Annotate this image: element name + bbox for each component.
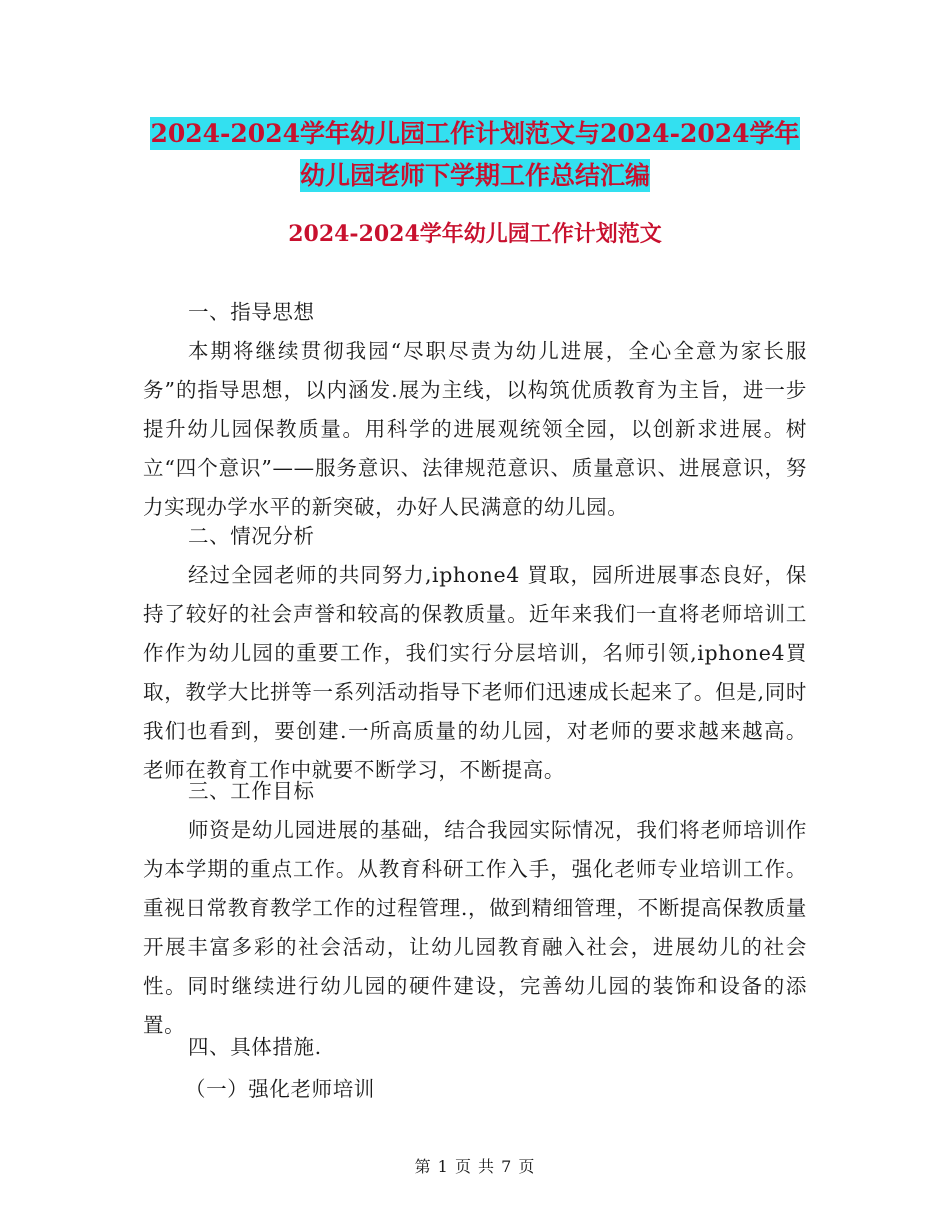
paragraph-guiding-ideology: 本期将继续贯彻我园“尽职尽责为幼儿进展，全心全意为家长服务”的指导思想，以内涵发.展为主线，以构筑优质教育为主旨，进一步提升幼儿园保教质量。用科学的进展观统领全园，以创新求进展。树立“四个意识”——服务意识、法律规范意识、质量意识、进展意识，努力实现办学水平的新突破，办好人民满意的幼儿园。 — [143, 339, 807, 519]
document-title-line-2 — [0, 154, 950, 198]
paragraph-work-goals: 师资是幼儿园进展的基础，结合我园实际情况，我们将老师培训作为本学期的重点工作。从教育科研工作入手，强化老师专业培训工作。重视日常教育教学工作的过程管理.，做到精细管理，不断提高保教质量开展丰富多彩的社会活动，让幼儿园教育融入社会，进展幼儿的社会性。同时继续进行幼儿园的硬件建设，完善幼儿园的装饰和设备的添置。 — [143, 818, 807, 1037]
heading-work-goals: 三、工作目标 — [188, 779, 315, 803]
subheading-teacher-training: （一）强化老师培训 — [185, 1077, 375, 1101]
document-title-line-1 — [0, 112, 950, 156]
page-number-footer: 第 1 页 共 7 页 — [414, 1157, 536, 1176]
heading-situation-analysis: 二、情况分析 — [188, 524, 315, 548]
title-highlight: 幼儿园老师下学期工作总结汇编 — [299, 161, 650, 190]
section-title: 2024-2024学年幼儿园工作计划范文 — [288, 221, 662, 247]
paragraph-situation-analysis: 经过全园老师的共同努力,iphone4 買取，园所进展事态良好，保持了较好的社会声誉和较高的保教质量。近年来我们一直将老师培训工作作为幼儿园的重要工作，我们实行分层培训，名师引领,iphone4買取，教学大比拼等一系列活动指导下老师们迅速成长起来了。但是,同时我们也看到，要创建.一所高质量的幼儿园，对老师的要求越来越高。 老师在教育工作中就要不断学习，不断提高。 — [143, 563, 807, 782]
heading-guiding-ideology: 一、指导思想 — [188, 300, 315, 324]
title-highlight: 2024-2024学年幼儿园工作计划范文与2024-2024学年 — [150, 119, 800, 148]
heading-specific-measures: 四、具体措施. — [188, 1035, 322, 1059]
